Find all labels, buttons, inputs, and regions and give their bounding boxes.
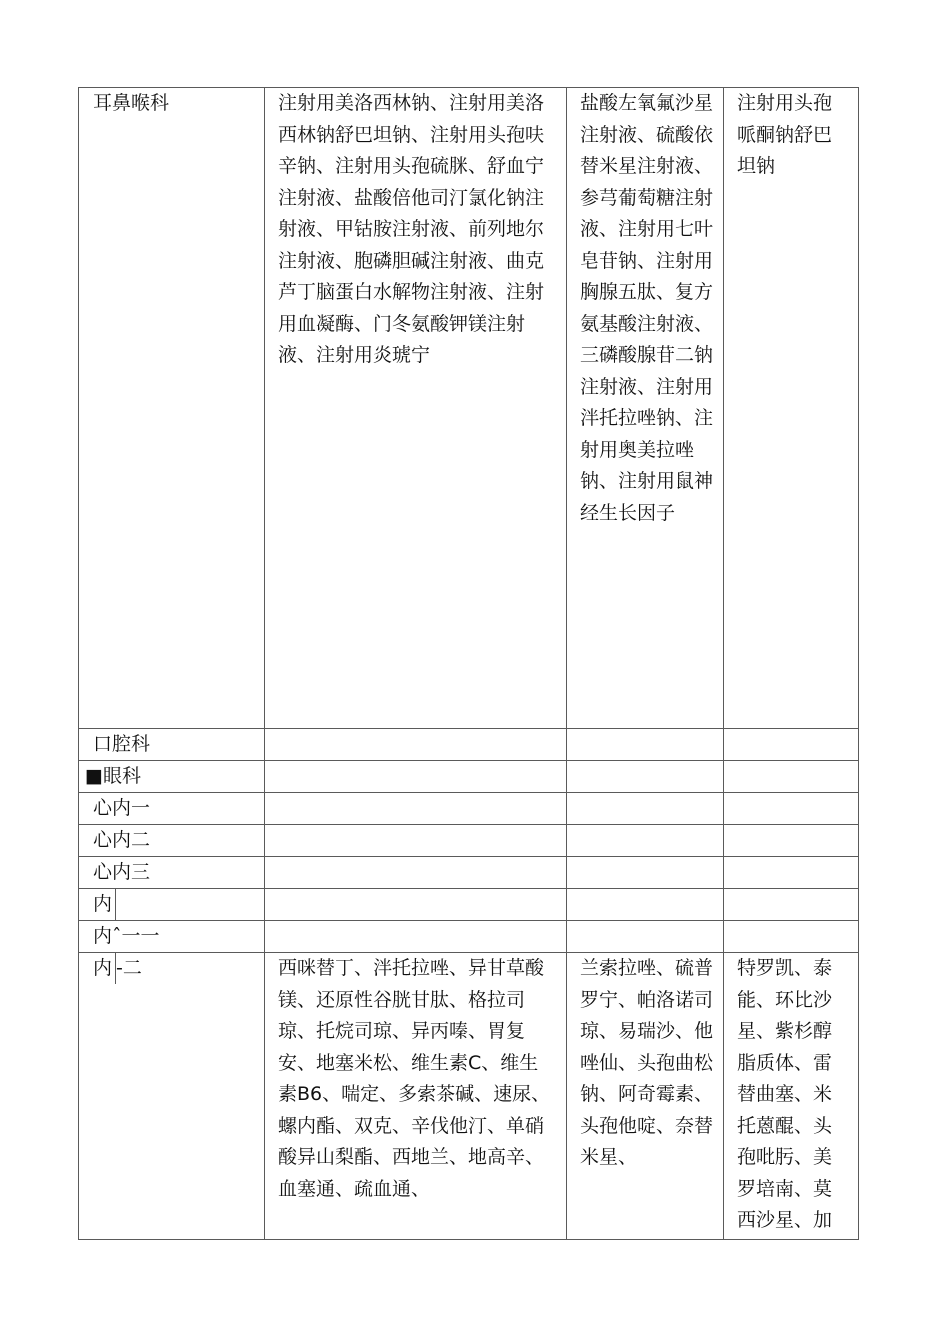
drug-cell (567, 729, 724, 761)
dept-label: 口腔科 (93, 733, 151, 755)
drug-list: 注射用美洛西林钠、注射用美洛西林钠舒巴坦钠、注射用头孢呋辛钠、注射用头孢硫脒、舒血宁注射液、盐酸倍他司汀氯化钠注射液、甲钴胺注射液、前列地尔注射液、胞磷胆碱注射液、曲克芦丁脑蛋白水解物注射液、注射用血凝酶、门冬氨酸钾镁注射液、注射用炎琥宁 (278, 92, 545, 366)
drug-cell (724, 793, 859, 825)
drug-cell (265, 921, 567, 953)
drug-cell (724, 825, 859, 857)
table-row (79, 825, 859, 857)
drug-cell (567, 761, 724, 793)
table-row (79, 857, 859, 889)
drug-cell (265, 889, 567, 921)
table-row (79, 88, 859, 729)
drug-cell (567, 857, 724, 889)
dept-label: 内 (93, 953, 116, 984)
drug-list: 注射用头孢哌酮钠舒巴坦钠 (737, 92, 833, 177)
drug-cell (567, 793, 724, 825)
table-row (79, 761, 859, 793)
drug-cell (724, 88, 859, 729)
table-row (79, 953, 859, 1240)
drug-list: 盐酸左氧氟沙星注射液、硫酸依替米星注射液、参芎葡萄糖注射液、注射用七叶皂苷钠、注射用胸腺五肽、复方氨基酸注射液、三磷酸腺苷二钠注射液、注射用泮托拉唑钠、注射用奥美拉唑钠、注射用鼠神经生长因子 (580, 92, 714, 524)
dept-label: 内ˆ一一 (93, 925, 160, 947)
drug-cell (567, 825, 724, 857)
table-row (79, 921, 859, 953)
dept-label: 耳鼻喉科 (93, 92, 170, 114)
table-row (79, 793, 859, 825)
dept-label-suffix: -二 (116, 957, 142, 979)
dept-cell (79, 857, 265, 889)
drug-cell (724, 921, 859, 953)
drug-cell (265, 825, 567, 857)
dept-label: 心内二 (93, 829, 151, 851)
drug-cell (724, 889, 859, 921)
drug-cell (724, 953, 859, 1240)
dept-cell (79, 761, 265, 793)
dept-cell (79, 921, 265, 953)
drug-cell (567, 953, 724, 1240)
drug-table (78, 87, 859, 1240)
drug-cell (265, 857, 567, 889)
drug-cell (724, 729, 859, 761)
drug-cell (724, 761, 859, 793)
drug-cell (265, 761, 567, 793)
drug-cell (567, 88, 724, 729)
table-row (79, 889, 859, 921)
dept-cell (79, 729, 265, 761)
dept-label: ■眼科 (85, 765, 141, 787)
dept-cell (79, 793, 265, 825)
drug-cell (265, 729, 567, 761)
drug-list: 兰索拉唑、硫普罗宁、帕洛诺司琼、易瑞沙、他唑仙、头孢曲松钠、阿奇霉素、头孢他啶、奈替米星、 (580, 957, 714, 1168)
drug-cell (265, 793, 567, 825)
dept-label: 心内一 (93, 797, 151, 819)
dept-cell (79, 825, 265, 857)
table-row (79, 729, 859, 761)
dept-label: 内 (93, 889, 116, 920)
drug-cell (724, 857, 859, 889)
drug-cell (265, 88, 567, 729)
drug-cell (567, 889, 724, 921)
dept-cell (79, 88, 265, 729)
dept-cell (79, 889, 265, 921)
drug-list: 西咪替丁、泮托拉唑、异甘草酸镁、还原性谷胱甘肽、格拉司琼、托烷司琼、异丙嗪、胃复安、地塞米松、维生素C、维生素B6、喘定、多索茶碱、速尿、螺内酯、双克、辛伐他汀、单硝酸异山梨酯、西地兰、地高辛、血塞通、疏血通、 (278, 957, 551, 1200)
drug-cell (265, 953, 567, 1240)
drug-cell (567, 921, 724, 953)
dept-cell (79, 953, 265, 1240)
dept-label: 心内三 (93, 861, 151, 883)
drug-list: 特罗凯、泰能、环比沙星、紫杉醇脂质体、雷替曲塞、米托蒽醌、头孢吡肟、美罗培南、莫西沙星、加 (737, 957, 833, 1231)
